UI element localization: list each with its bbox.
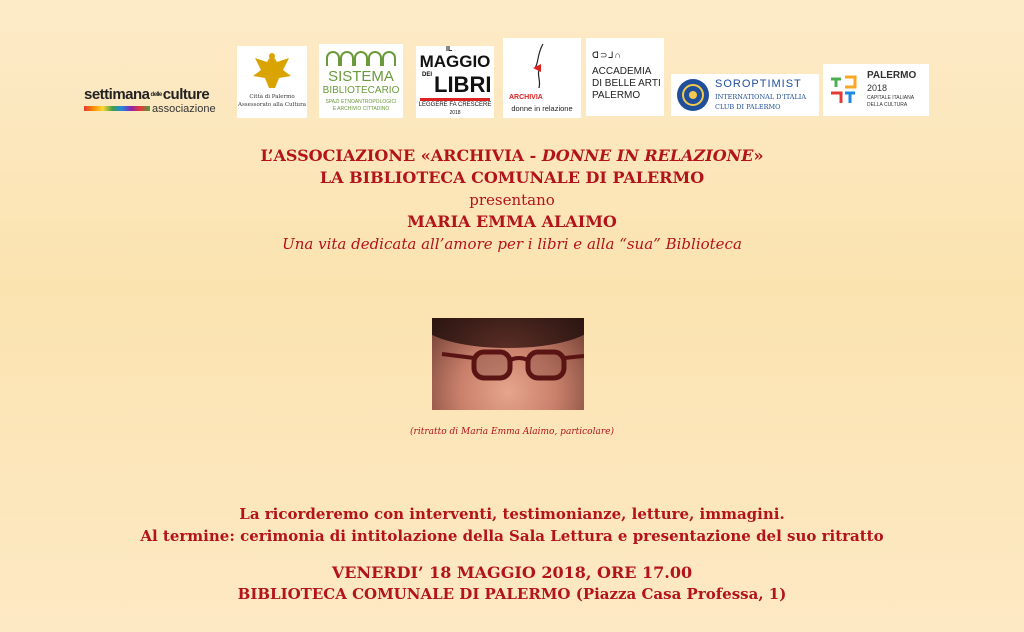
archivia-logo: ARCHIVIA donne in relazione [503, 38, 581, 118]
palermo-2018-logo: PALERMO 2018 CAPITALE ITALIANA DELLA CULTURA [823, 64, 929, 116]
photo-caption: (ritratto di Maria Emma Alaimo, particolare) [410, 427, 614, 437]
maggio-libri-logo: IL MAGGIO DEI LIBRI LEGGERE FA CRESCERE 2018 [416, 46, 494, 118]
header-line-presentano: presentano [469, 191, 555, 209]
soroptimist-logo: SOROPTIMIST INTERNATIONAL D'ITALIA CLUB DI PALERMO [671, 74, 819, 116]
body-line-2: Al termine: cerimonia di intitolazione della Sala Lettura e presentazione del suo ritratto [140, 527, 884, 545]
event-date: VENERDI’ 18 MAGGIO 2018, ORE 17.00 [331, 563, 693, 582]
face-profile-icon [503, 40, 581, 92]
palermo-2018-mark-icon [827, 73, 861, 107]
portrait-photo [432, 318, 584, 410]
citta-palermo-logo: Città di Palermo Assessorato alla Cultura [237, 46, 307, 118]
eagle-crest-icon [237, 48, 307, 92]
header-honoree-name: MARIA EMMA ALAIMO [407, 212, 617, 231]
sponsor-logos [0, 38, 1024, 118]
accademia-logo: ᗡ⊃⅃∩ ACCADEMIA DI BELLE ARTI PALERMO [586, 38, 664, 116]
soroptimist-emblem-icon [675, 77, 711, 113]
header-subtitle: Una vita dedicata all’amore per i libri e alla “sua” Biblioteca [282, 235, 742, 253]
header-line-association: L’ASSOCIAZIONE «ARCHIVIA - DONNE IN RELAZIONE» [260, 146, 764, 165]
settimana-culture-logo: settimanadelleculture associazione [84, 86, 216, 115]
event-place: BIBLIOTECA COMUNALE DI PALERMO (Piazza Casa Professa, 1) [237, 585, 787, 603]
header-line-library: LA BIBLIOTECA COMUNALE DI PALERMO [319, 168, 705, 187]
glasses-icon [432, 318, 584, 410]
arches-icon [319, 48, 403, 68]
body-line-1: La ricorderemo con interventi, testimonianze, letture, immagini. [239, 505, 785, 523]
sistema-bibliotecario-logo: SISTEMA BIBLIOTECARIO SPAZI ETNOANTROPOLOGICI E ARCHIVIO CITTADINO [319, 44, 403, 118]
